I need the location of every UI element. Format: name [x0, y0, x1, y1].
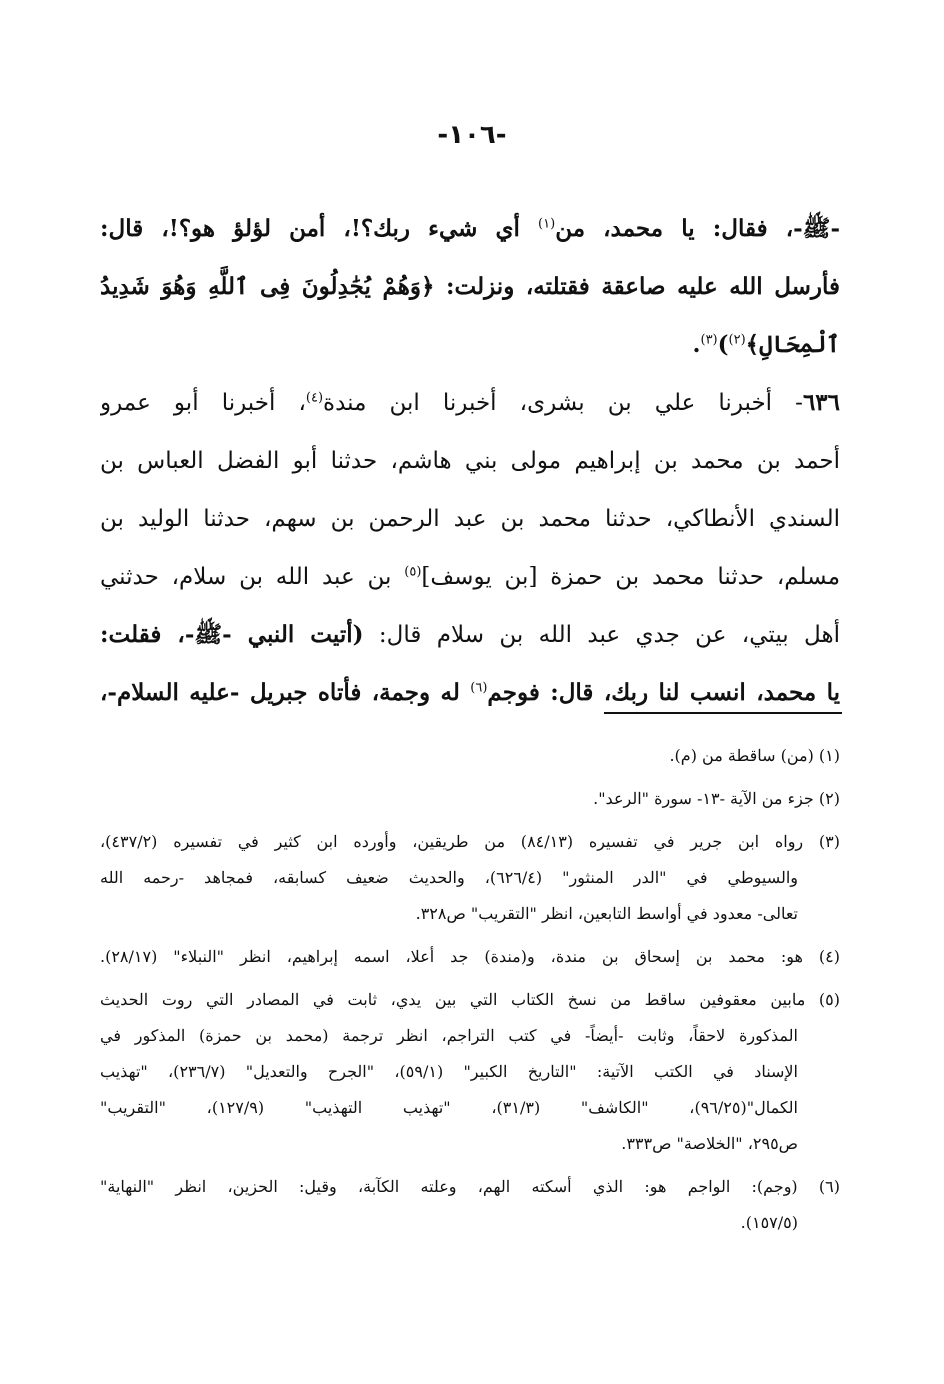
- main-line-9-text: يا محمد، انسب لنا ربك، قال: فوجم: [487, 679, 840, 706]
- footnote-2-line-1: (٢) جزء من الآية -١٣- سورة "الرعد".: [593, 789, 840, 808]
- footnote-ref-2: (٢): [728, 332, 746, 348]
- page-number: -١٠٦-: [437, 120, 507, 150]
- footnote-ref-6: (٦): [470, 680, 488, 696]
- footnote-ref-4: (٤): [305, 390, 324, 406]
- footnote-3-line-1: (٣) رواه ابن جرير في تفسيره (٨٤/١٣) من طريقين، وأورده ابن كثير في تفسيره (٤٣٧/٢)،: [100, 832, 840, 851]
- main-line-8-bold: (أتيت النبي -ﷺ-، فقلت:: [100, 621, 364, 648]
- main-line-5-text: أحمد بن محمد بن إبراهيم مولى بني هاشم، حدثنا أبو الفضل العباس بن: [100, 448, 840, 474]
- main-line-1-text: -ﷺ-، فقال: يا محمد، من: [555, 215, 840, 242]
- main-line-9-rest: له وجمة، فأتاه جبريل -عليه السلام-،: [100, 679, 471, 706]
- main-text: [100, 200, 840, 722]
- footnote-5-line-2: المذكورة لاحقاً، وثابت -أيضاً- في كتب التراجم، انظر ترجمة (محمد بن حمزة) المذكور في: [100, 1026, 798, 1045]
- footnote-divider: [604, 712, 842, 714]
- main-line-6: [100, 490, 840, 548]
- main-line-4-rest: ، أخبرنا أبو عمرو: [100, 390, 306, 416]
- footnotes: [100, 738, 840, 1241]
- main-line-7: [100, 548, 840, 606]
- main-line-3-text: ٱلْمِحَالِ﴾: [745, 331, 840, 358]
- main-line-1-rest: أي شيء ربك؟!، أمن لؤلؤ هو؟!، قال:: [100, 215, 539, 242]
- main-line-6-text: السندي الأنطاكي، حدثنا محمد بن عبد الرحمن بن سهم، حدثنا الوليد بن: [100, 506, 840, 532]
- main-line-4-text: - أخبرنا علي بن بشرى، أخبرنا ابن مندة: [323, 390, 803, 416]
- main-line-5: [100, 432, 840, 490]
- main-line-7-text: مسلم، حدثنا محمد بن حمزة [بن يوسف]: [421, 564, 840, 590]
- footnote-5-line-4: الكمال"(٩٦/٢٥)، "الكاشف" (٣١/٣)، "تهذيب التهذيب" (١٢٧/٩)، "التقريب": [100, 1098, 798, 1117]
- main-line-2: [100, 258, 840, 316]
- footnote-5-line-1: (٥) مابين معقوفين ساقط من نسخ الكتاب التي بين يدي، ثابت في المصادر التي روت الحديث: [100, 990, 840, 1009]
- footnote-ref-3: (٣): [700, 332, 718, 348]
- footnote-6-line-2: (١٥٧/٥).: [740, 1213, 798, 1232]
- main-line-8-text: أهل بيتي، عن جدي عبد الله بن سلام قال:: [363, 622, 840, 648]
- main-line-8: [100, 606, 840, 664]
- main-line-3: [100, 316, 840, 374]
- footnote-ref-1: (١): [538, 216, 556, 232]
- footnote-3-line-3: تعالى- معدود في أواسط التابعين، انظر "التقريب" ص٣٢٨.: [415, 904, 798, 923]
- footnote-3-line-2: والسيوطي في "الدر المنثور" (٦٢٦/٤)، والحديث ضعيف كسابقه، فمجاهد -رحمه الله: [100, 868, 799, 887]
- footnote-ref-5: (٥): [404, 564, 422, 580]
- footnote-5-line-3: الإسناد في الكتب الآتية: "التاريخ الكبير" (٥٩/١)، "الجرح والتعديل" (٢٣٦/٧)، "تهذيب: [100, 1062, 799, 1081]
- main-line-7-rest: بن عبد الله بن سلام، حدثني: [100, 564, 405, 590]
- main-line-4: [100, 374, 840, 432]
- main-line-2-text: فأرسل الله عليه صاعقة فقتلته، ونزلت: ﴿وَهُمْ يُجَٰدِلُونَ فِى ٱللَّهِ وَهُوَ شَدِيدُ: [100, 273, 840, 300]
- hadith-number: ٦٣٦: [802, 389, 840, 416]
- footnote-6-line-1: (٦) (وجم): الواجم هو: الذي أسكته الهم، وعلته الكآبة، وقيل: الحزين، انظر "النهاية": [100, 1177, 840, 1196]
- footnote-1-line-1: (١) (من) ساقطة من (م).: [669, 746, 840, 765]
- footnote-5-line-5: ص٢٩٥، "الخلاصة" ص٣٣٣.: [621, 1134, 798, 1153]
- main-line-3-rest: ): [717, 331, 729, 358]
- footnote-4-line-1: (٤) هو: محمد بن إسحاق بن مندة، و(مندة) جد أعلا، اسمه إبراهيم، انظر "النبلاء" (٢٨/١٧).: [100, 947, 840, 966]
- main-line-3-rest2: .: [692, 331, 701, 358]
- main-line-1: [100, 200, 840, 258]
